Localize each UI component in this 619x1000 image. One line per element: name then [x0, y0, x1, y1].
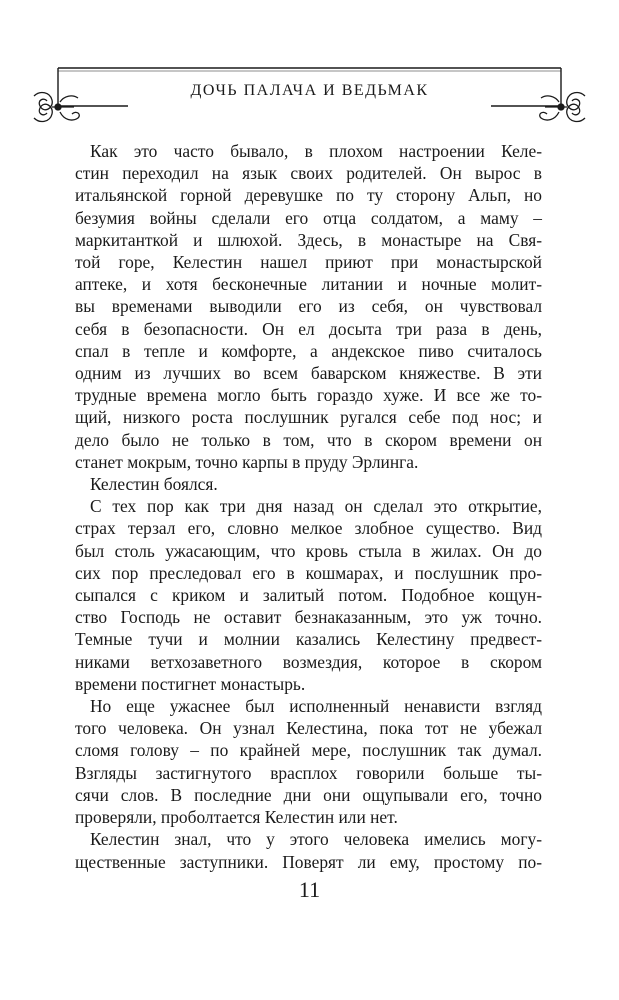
text-line: аптеке, и хотя бесконечные литании и ночные молит- — [75, 274, 542, 295]
text-line: ство Господь не оставит безнаказанным, это уж точно. — [75, 607, 542, 628]
text-line: безумия войны сделали его отца солдатом, а маму – — [75, 207, 542, 228]
text-line: сломя голову – по крайней мере, послушник так думал. — [75, 740, 542, 761]
text-line: времени постигнет монастырь. — [75, 673, 306, 694]
text-line: сих пор преследовал его в кошмарах, и послушник про- — [75, 562, 542, 583]
text-line: спал в тепле и комфорте, а андекское пиво считалось — [75, 340, 542, 361]
text-line: никами ветхозаветного возмездия, которое в скором — [75, 651, 542, 672]
body-text — [75, 140, 542, 873]
text-line: был столь ужасающим, что кровь стыла в жилах. Он до — [75, 540, 542, 561]
text-line: дело было не только в том, что в скором времени он — [75, 429, 542, 450]
text-line: той горе, Келестин нашел приют при монастырской — [75, 252, 542, 273]
running-head-title: ДОЧЬ ПАЛАЧА И ВЕДЬМАК — [190, 82, 429, 99]
text-line: итальянской горной деревушке по ту сторону Альп, но — [75, 185, 542, 206]
text-line: Как это часто бывало, в плохом настроении Келе- — [90, 141, 542, 161]
text-line: маркитанткой и шлюхой. Здесь, в монастыре на Свя- — [75, 229, 542, 250]
text-line: стин переходил на язык своих родителей. Он вырос в — [75, 163, 542, 184]
text-line: одним из лучших во всем баварском княжестве. В эти — [75, 363, 542, 384]
text-line: сыпался с криком и залитый потом. Подобное кощун- — [75, 585, 542, 606]
text-line: Но еще ужаснее был исполненный ненависти взгляд — [90, 696, 542, 717]
text-line: щий, низкого роста послушник ругался себе под нос; и — [75, 407, 542, 428]
text-line: Келестин боялся. — [90, 474, 218, 495]
text-line: Келестин знал, что у этого человека имелись могу- — [90, 829, 542, 850]
text-line: страх терзал его, словно мелкое злобное существо. Вид — [75, 518, 542, 539]
text-line: С тех пор как три дня назад он сделал это открытие, — [90, 496, 542, 517]
text-line: Взгляды застигнутого врасплох говорили больше ты- — [75, 762, 542, 783]
text-line: себя в безопасности. Он ел досыта три раза в день, — [75, 318, 542, 339]
text-line: щественные заступники. Поверят ли ему, простому по- — [75, 851, 542, 872]
text-line: трудные времена могло быть гораздо хуже. И все же то- — [75, 385, 542, 406]
text-line: станет мокрым, точно карпы в пруду Эрлинга. — [75, 451, 419, 472]
text-line: того человека. Он узнал Келестина, пока тот не убежал — [75, 718, 542, 739]
text-line: Темные тучи и молнии казались Келестину предвест- — [75, 629, 542, 650]
ornamental-header-frame — [0, 0, 619, 140]
text-line: вы временами выводили его из себя, он чувствовал — [75, 296, 542, 317]
page-number: 11 — [298, 877, 321, 902]
text-line: сячи слов. В последние дни они ощупывали его, точно — [75, 784, 542, 805]
text-line: проверяли, проболтается Келестин или нет. — [75, 807, 398, 828]
